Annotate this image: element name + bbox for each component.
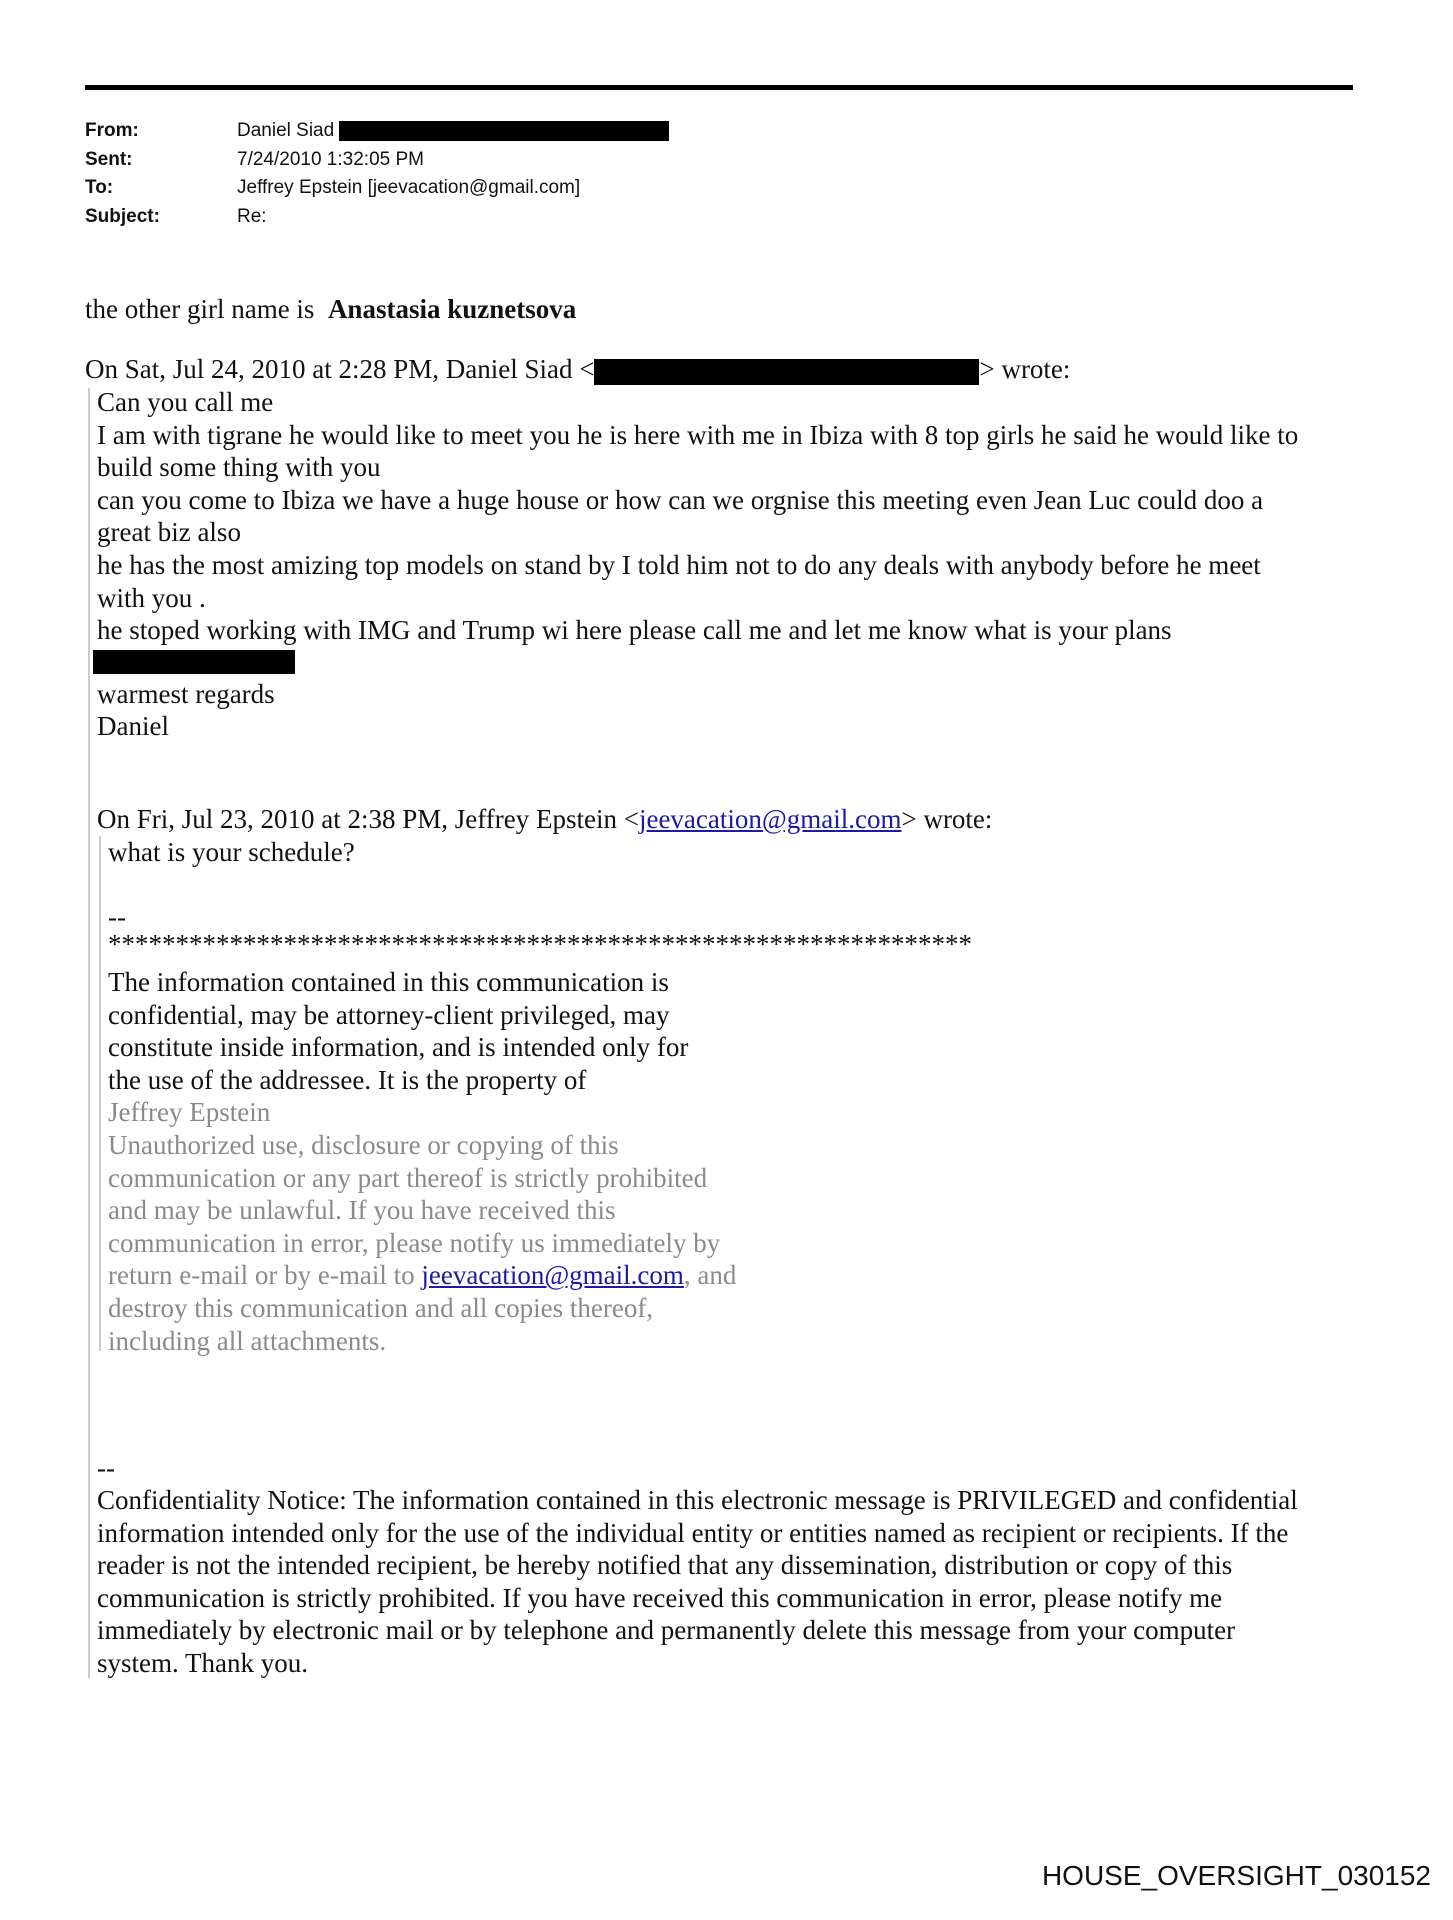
message-line: he stoped working with IMG and Trump wi here please call me and let me know what is your plans: [97, 615, 1172, 646]
quote2-attribution: [97, 803, 992, 835]
attribution-end: > wrote:: [901, 804, 993, 834]
to-label: To:: [85, 177, 114, 198]
message-line: with you .: [97, 582, 206, 613]
disclaimer-line: constitute inside information, and is intended only for: [108, 1032, 689, 1063]
disclaimer-line: Jeffrey Epstein: [108, 1097, 271, 1128]
bates-number: HOUSE_OVERSIGHT_030152: [1041, 1860, 1431, 1891]
disclaimer-line: The information contained in this communication is: [108, 967, 669, 997]
message-line: Can you call me: [97, 387, 274, 417]
intro-text: the other girl name is: [85, 294, 315, 324]
redaction: [594, 359, 979, 385]
email-link[interactable]: jeevacation@gmail.com: [421, 1260, 684, 1291]
attribution-text: On Sat, Jul 24, 2010 at 2:28 PM, Daniel Siad <: [85, 354, 595, 384]
text: , and: [683, 1260, 737, 1291]
message-line: build some thing with you: [97, 452, 381, 483]
quote1-bar: [88, 388, 90, 1678]
message-line: great biz also: [97, 517, 241, 548]
attribution-end: > wrote:: [979, 354, 1071, 384]
disclaimer-line: communication in error, please notify us immediately by: [108, 1227, 721, 1258]
subject-value: Re:: [237, 206, 267, 227]
disclaimer-line: destroy this communication and all copies thereof,: [108, 1293, 654, 1323]
from-label: From:: [85, 120, 139, 141]
from-value: Daniel Siad: [237, 120, 335, 141]
sent-value: 7/24/2010 1:32:05 PM: [237, 149, 424, 170]
notice-line: reader is not the intended recipient, be hereby notified that any dissemination, distribution or copy of this: [97, 1550, 1233, 1581]
notice-line: communication is strictly prohibited. If you have received this communication in error, please notify me: [97, 1582, 1223, 1613]
notice-line: information intended only for the use of the individual entity or entities named as recipient or recipients. If the: [97, 1517, 1289, 1548]
subject-label: Subject:: [85, 206, 160, 227]
quote1-attribution: [85, 353, 1070, 385]
quote2-bar: [99, 836, 101, 1351]
question-line: what is your schedule?: [108, 837, 355, 867]
disclaimer-line: and may be unlawful. If you have received this: [108, 1195, 616, 1226]
signature-dashes: --: [108, 902, 126, 932]
intro-name: Anastasia kuznetsova: [327, 294, 577, 324]
notice-dashes: --: [97, 1453, 115, 1483]
disclaimer-line: confidential, may be attorney-client privileged, may: [108, 999, 670, 1030]
sent-label: Sent:: [85, 149, 133, 170]
notice-line: Confidentiality Notice: The information contained in this electronic message is PRIVILEGED and confidential: [97, 1485, 1298, 1515]
disclaimer-line: the use of the addressee. It is the property of: [108, 1064, 587, 1095]
disclaimer-line: including all attachments.: [108, 1325, 387, 1356]
redaction: [339, 121, 669, 141]
signature-stars: ****************************************************************: [108, 929, 972, 959]
disclaimer-line: communication or any part thereof is strictly prohibited: [108, 1162, 708, 1193]
redaction: [93, 650, 295, 674]
notice-line: system. Thank you.: [97, 1648, 308, 1678]
message-line: I am with tigrane he would like to meet you he is here with me in Ibiza with 8 top girls he said he would like to: [97, 419, 1299, 450]
text: return e-mail or by e-mail to: [108, 1260, 422, 1291]
signoff-name: Daniel: [97, 711, 169, 741]
message-line: can you come to Ibiza we have a huge house or how can we orgnise this meeting even Jean Luc could doo a: [97, 484, 1264, 515]
attribution-text: On Fri, Jul 23, 2010 at 2:38 PM, Jeffrey Epstein <: [97, 804, 639, 834]
signoff-line: warmest regards: [97, 679, 275, 709]
to-value: Jeffrey Epstein [jeevacation@gmail.com]: [237, 177, 581, 198]
top-rule: [85, 85, 1353, 90]
disclaimer-return-line: [108, 1259, 736, 1291]
notice-line: immediately by electronic mail or by telephone and permanently delete this message from your computer: [97, 1615, 1236, 1646]
email-link[interactable]: jeevacation@gmail.com: [638, 804, 902, 834]
message-line: he has the most amizing top models on stand by I told him not to do any deals with anybody before he meet: [97, 550, 1261, 580]
disclaimer-line: Unauthorized use, disclosure or copying of this: [108, 1130, 619, 1160]
body-intro: [85, 293, 576, 325]
